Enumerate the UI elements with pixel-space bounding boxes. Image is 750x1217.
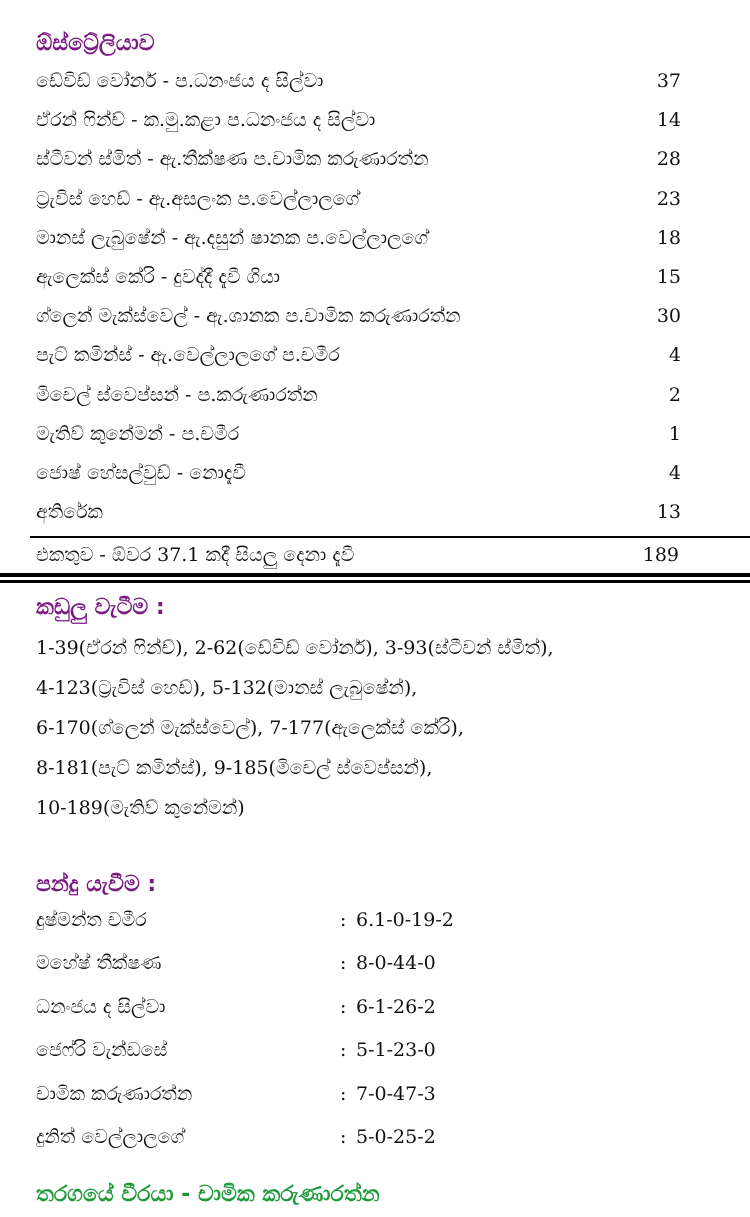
fow-line: 4-123(ට්‍රැවිස් හෙඩ්), 5-132(මානස් ලැබුෂේන්), — [36, 677, 418, 699]
batsman-runs: 14 — [656, 109, 681, 132]
bowling-row — [36, 986, 496, 1029]
batsman-runs: 1 — [668, 422, 681, 445]
batsman-runs: 23 — [656, 187, 681, 210]
batting-total-runs: 189 — [642, 544, 679, 566]
bowling-separator: : — [340, 1082, 347, 1105]
batsman-dismissal: ජොෂ් හේසල්වුඩ් - නොදැවී — [36, 462, 246, 484]
bowler-name: දුනිත් වෙල්ලාලගේ — [36, 1126, 185, 1148]
batting-row — [36, 376, 681, 415]
batsman-dismissal: මැතිව් කුනේමන් - ප.චමීර — [36, 422, 240, 445]
bowling-row — [36, 942, 496, 985]
bowling-row — [36, 1116, 496, 1159]
bowling-row — [36, 899, 496, 942]
batsman-dismissal: ඇලෙක්ස් කේරි - දුවද්දී දැවී ගියා — [36, 266, 281, 288]
bowling-row — [36, 1073, 496, 1116]
batting-row — [36, 101, 681, 140]
batsman-dismissal: ග්ලෙන් මැක්ස්වෙල් - ඇ.ශානක ප.චාමික කරුණාරත්න — [36, 305, 461, 328]
bowling-figures: 5-1-23-0 — [356, 1039, 436, 1062]
batting-row — [36, 140, 681, 179]
batsman-runs: 28 — [656, 148, 681, 171]
batsman-dismissal: ස්ටීවන් ස්මිත් - ඇ.තීක්ෂණ ප.චාමික කරුණාරත්න — [36, 148, 429, 171]
batting-total-row — [36, 538, 679, 572]
batting-row — [36, 454, 681, 493]
batting-row — [36, 62, 681, 101]
batsman-runs: 15 — [656, 266, 681, 288]
batsman-dismissal: මානස් ලැබුෂේන් - ඇ.දසුන් ෂානක ප.වෙල්ලාලගේ — [36, 226, 429, 249]
batting-total-label: එකතුව - ඕවර 37.1 කදී සියලු දෙනා දැවී — [36, 544, 355, 566]
fow-line: 10-189(මැතිව් කුනේමන්) — [36, 797, 245, 819]
bowling-separator: : — [340, 952, 347, 975]
batsman-runs: 13 — [656, 501, 681, 524]
batting-row — [36, 297, 681, 336]
bowling-separator: : — [340, 995, 347, 1018]
fow-line: 1-39(ඒරන් ෆින්ච්), 2-62(ඩේවිඩ් වෝනර්), 3-93(ස්ටීවන් ස්මිත්), — [36, 637, 554, 659]
bowling-separator: : — [340, 909, 347, 931]
bowling-figures: 8-0-44-0 — [356, 952, 436, 975]
bowler-name: දුෂ්මන්ත චමීර — [36, 909, 147, 931]
batsman-runs: 30 — [656, 305, 681, 328]
fow-line: 6-170(ග්ලෙන් මැක්ස්වෙල්), 7-177(ඇලෙක්ස් කේරි), — [36, 717, 464, 739]
total-bottom-rule-upper — [0, 573, 750, 577]
batsman-runs: 37 — [656, 70, 681, 92]
batsman-runs: 2 — [668, 383, 681, 406]
total-bottom-rule-lower — [0, 580, 750, 583]
bowling-figures: 6-1-26-2 — [356, 995, 436, 1018]
batsman-dismissal: පැට් කමින්ස් - ඇ.වෙල්ලාලගේ ප.චමීර — [36, 344, 340, 367]
batsman-runs: 4 — [668, 462, 681, 484]
bowler-name: ජෙෆ්රි වැන්ඩසේ — [36, 1039, 168, 1062]
bowling-title: පන්දු යැවීම : — [36, 872, 157, 897]
bowling-separator: : — [340, 1126, 347, 1148]
bowling-figures: 7-0-47-3 — [356, 1082, 436, 1105]
batsman-dismissal: ඒරන් ෆින්ච් - ක.මු.කළා ප.ධනංජය ද සිල්වා — [36, 109, 376, 132]
batsman-dismissal: ට්‍රැවිස් හෙඩ් - ඇ.අසලංක ප.වෙල්ලාලගේ — [36, 187, 360, 210]
bowling-figures: 5-0-25-2 — [356, 1126, 436, 1148]
bowler-name: මහේෂ් තීක්ෂණ — [36, 952, 162, 975]
batsman-dismissal: මිචෙල් ස්වෙප්සන් - ප.කරුණාරත්න — [36, 383, 318, 406]
batsman-dismissal: ඩේවිඩ් වෝනර් - ප.ධනංජය ද සිල්වා — [36, 70, 324, 92]
batting-row — [36, 180, 681, 219]
bowling-row — [36, 1029, 496, 1072]
batsman-runs: 4 — [668, 344, 681, 367]
fow-line: 8-181(පැට් කමින්ස්), 9-185(මිචෙල් ස්වෙප්සන්), — [36, 757, 433, 779]
player-of-match: තරගයේ වීරයා - චාමික කරුණාරත්න — [36, 1182, 380, 1207]
bowler-name: ධනංජය ද සිල්වා — [36, 995, 166, 1018]
batting-row — [36, 219, 681, 258]
bowling-separator: : — [340, 1039, 347, 1062]
bowling-figures: 6.1-0-19-2 — [356, 909, 454, 931]
batting-title: ඕස්ට්‍රේලියාව — [36, 31, 155, 56]
bowler-name: චාමික කරුණාරත්න — [36, 1082, 193, 1105]
batting-row — [36, 258, 681, 297]
fow-title: කඩුලු වැටීම : — [36, 595, 165, 620]
batting-row — [36, 493, 681, 532]
batting-row — [36, 336, 681, 375]
batting-row — [36, 415, 681, 454]
batsman-runs: 18 — [656, 226, 681, 249]
batsman-dismissal: අතිරේක — [36, 501, 103, 524]
